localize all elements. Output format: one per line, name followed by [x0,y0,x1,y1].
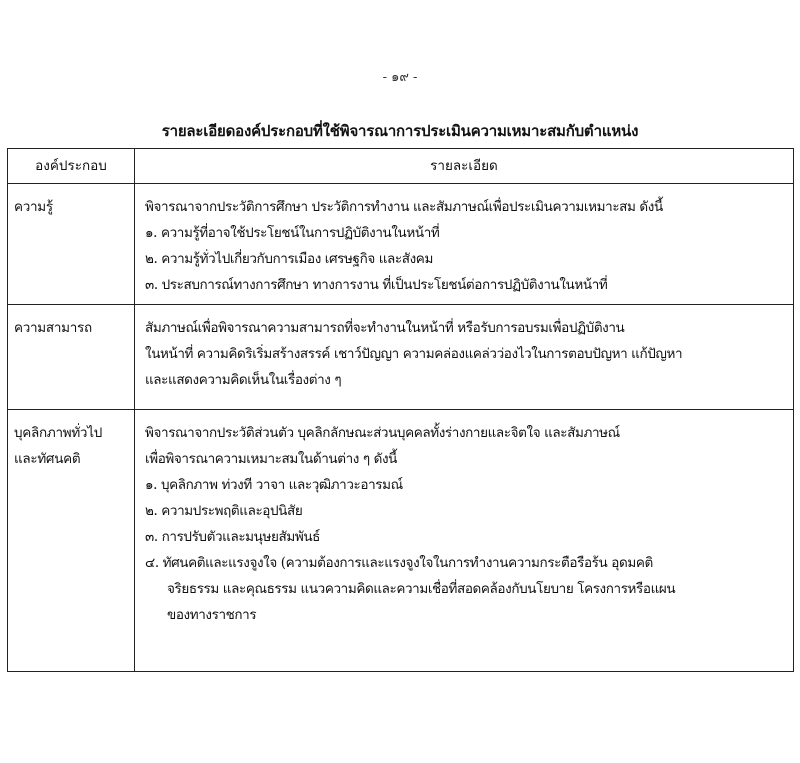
header-details: รายละเอียด [135,149,794,184]
detail-line: สัมภาษณ์เพื่อพิจารณาความสามารถที่จะทำงานในหน้าที่ หรือรับการอบรมเพื่อปฏิบัติงาน [145,320,625,336]
detail-line: ๔. ทัศนคติและแรงจูงใจ (ความต้องการและแรงจูงใจในการทำงานความกระตือรือร้น อุดมคติ [145,555,653,571]
component-cell: ความรู้ [8,184,135,305]
component-line: และทัศนคติ [14,451,81,467]
detail-line: พิจารณาจากประวัติส่วนตัว บุคลิกลักษณะส่วนบุคคลทั้งร่างกายและจิตใจ และสัมภาษณ์ [145,425,620,441]
component-line: บุคลิกภาพทั่วไป [14,425,102,441]
details-cell [135,410,794,672]
table-header-row [8,149,794,184]
detail-line-indented: จริยธรรม และคุณธรรม แนวความคิดและความเชื่อที่สอดคล้องกับนโยบาย โครงการหรือแผน [167,581,676,597]
detail-line: ในหน้าที่ ความคิดริเริ่มสร้างสรรค์ เชาว์ปัญญา ความคล่องแคล่วว่องไวในการตอบปัญหา แก้ปัญหา [145,346,683,362]
component-cell: ความสามารถ [8,305,135,410]
table-row-ability [8,305,794,410]
detail-line: ๑. บุคลิกภาพ ท่วงที วาจา และวุฒิภาวะอารมณ์ [145,477,403,493]
detail-line: ๓. การปรับตัวและมนุษยสัมพันธ์ [145,529,321,545]
component-cell [8,410,135,672]
detail-line: ๒. ความรู้ทั่วไปเกี่ยวกับการเมือง เศรษฐกิจ และสังคม [145,251,433,267]
detail-line: พิจารณาจากประวัติการศึกษา ประวัติการทำงาน และสัมภาษณ์เพื่อประเมินความเหมาะสม ดังนี้ [145,199,663,215]
header-component: องค์ประกอบ [8,149,135,184]
page-number: - ๑๙ - [382,70,418,85]
detail-line: ๒. ความประพฤติและอุปนิสัย [145,503,303,519]
detail-line: ๑. ความรู้ที่อาจใช้ประโยชน์ในการปฏิบัติงานในหน้าที่ [145,225,440,241]
document-title: รายละเอียดองค์ประกอบที่ใช้พิจารณาการประเมินความเหมาะสมกับตำแหน่ง [161,122,639,140]
table-row-knowledge [8,184,794,305]
detail-line: และแสดงความคิดเห็นในเรื่องต่าง ๆ [145,372,342,388]
detail-line: ๓. ประสบการณ์ทางการศึกษา ทางการงาน ที่เป็นประโยชน์ต่อการปฏิบัติงานในหน้าที่ [145,277,608,293]
details-cell [135,305,794,410]
detail-line: เพื่อพิจารณาความเหมาะสมในด้านต่าง ๆ ดังนี้ [145,451,397,467]
detail-line-indented: ของทางราชการ [167,607,257,623]
criteria-table [7,148,794,672]
table-row-personality [8,410,794,672]
details-cell [135,184,794,305]
